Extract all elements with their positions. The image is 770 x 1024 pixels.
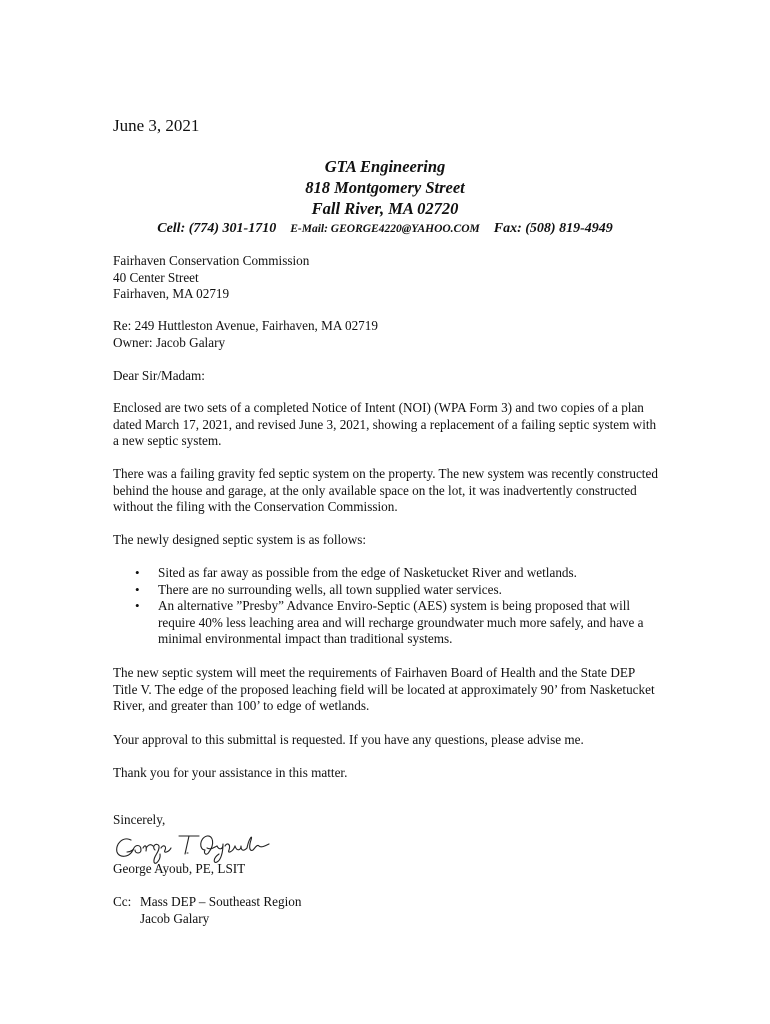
letterhead	[0, 156, 770, 219]
recipient-address	[113, 253, 658, 303]
reference-block	[113, 318, 658, 351]
company-city: Fall River, MA 02720	[311, 199, 459, 218]
recipient-line: Fairhaven, MA 02719	[113, 286, 230, 301]
owner-line: Owner: Jacob Galary	[113, 334, 226, 350]
bullet-item: • Sited as far away as possible from the edge of Nasketucket River and wetlands.	[113, 565, 661, 582]
recipient-line: Fairhaven Conservation Commission	[113, 253, 310, 268]
bullet-list	[113, 565, 661, 648]
cc-block	[113, 894, 658, 927]
company-name: GTA Engineering	[324, 157, 446, 176]
company-street: 818 Montgomery Street	[305, 178, 465, 197]
paragraph: Enclosed are two sets of a completed Notice of Intent (NOI) (WPA Form 3) and two copies of a plan dated March 17, 2021, and revised June 3, 2021, showing a replacement of a failing septic system with a new septic system.	[113, 400, 657, 448]
contact-line	[0, 219, 770, 237]
cc-recipient: Mass DEP – Southeast Region	[140, 894, 302, 909]
signature-image	[113, 826, 273, 866]
letter-date: June 3, 2021	[113, 116, 200, 135]
paragraph: The newly designed septic system is as follows:	[113, 532, 367, 547]
signer-name: George Ayoub, PE, LSIT	[113, 861, 246, 876]
email-address: E-Mail: GEORGE4220@YAHOO.COM	[290, 223, 480, 235]
paragraph: The new septic system will meet the requirements of Fairhaven Board of Health and the State DEP Title V. The edge of the proposed leaching field will be located at approximately 90’ from Nasketucket River, and greater than 100’ to edge of wetlands.	[113, 665, 655, 713]
bullet-item: • An alternative ”Presby” Advance Enviro-Septic (AES) system is being proposed that will require 40% less leaching area and will recharge groundwater much more safely, and have a minimal environmental impact than traditional systems.	[113, 598, 661, 648]
salutation: Dear Sir/Madam:	[113, 368, 205, 383]
paragraph: Thank you for your assistance in this matter.	[113, 765, 348, 780]
cc-recipient: Jacob Galary	[140, 910, 210, 926]
re-line: Re: 249 Huttleston Avenue, Fairhaven, MA 02719	[113, 318, 378, 333]
paragraph: There was a failing gravity fed septic system on the property. The new system was recently constructed behind the house and garage, at the only available space on the lot, it was inadvertently constructed without the filing with the Conservation Commission.	[113, 466, 658, 514]
paragraph: Your approval to this submittal is requested. If you have any questions, please advise me.	[113, 732, 584, 747]
cc-label: Cc:	[113, 894, 132, 909]
fax-number: Fax: (508) 819-4949	[493, 221, 613, 236]
recipient-line: 40 Center Street	[113, 269, 199, 285]
cell-number: Cell: (774) 301-1710	[157, 221, 277, 236]
bullet-item: • There are no surrounding wells, all town supplied water services.	[113, 582, 661, 599]
closing: Sincerely,	[113, 812, 166, 827]
